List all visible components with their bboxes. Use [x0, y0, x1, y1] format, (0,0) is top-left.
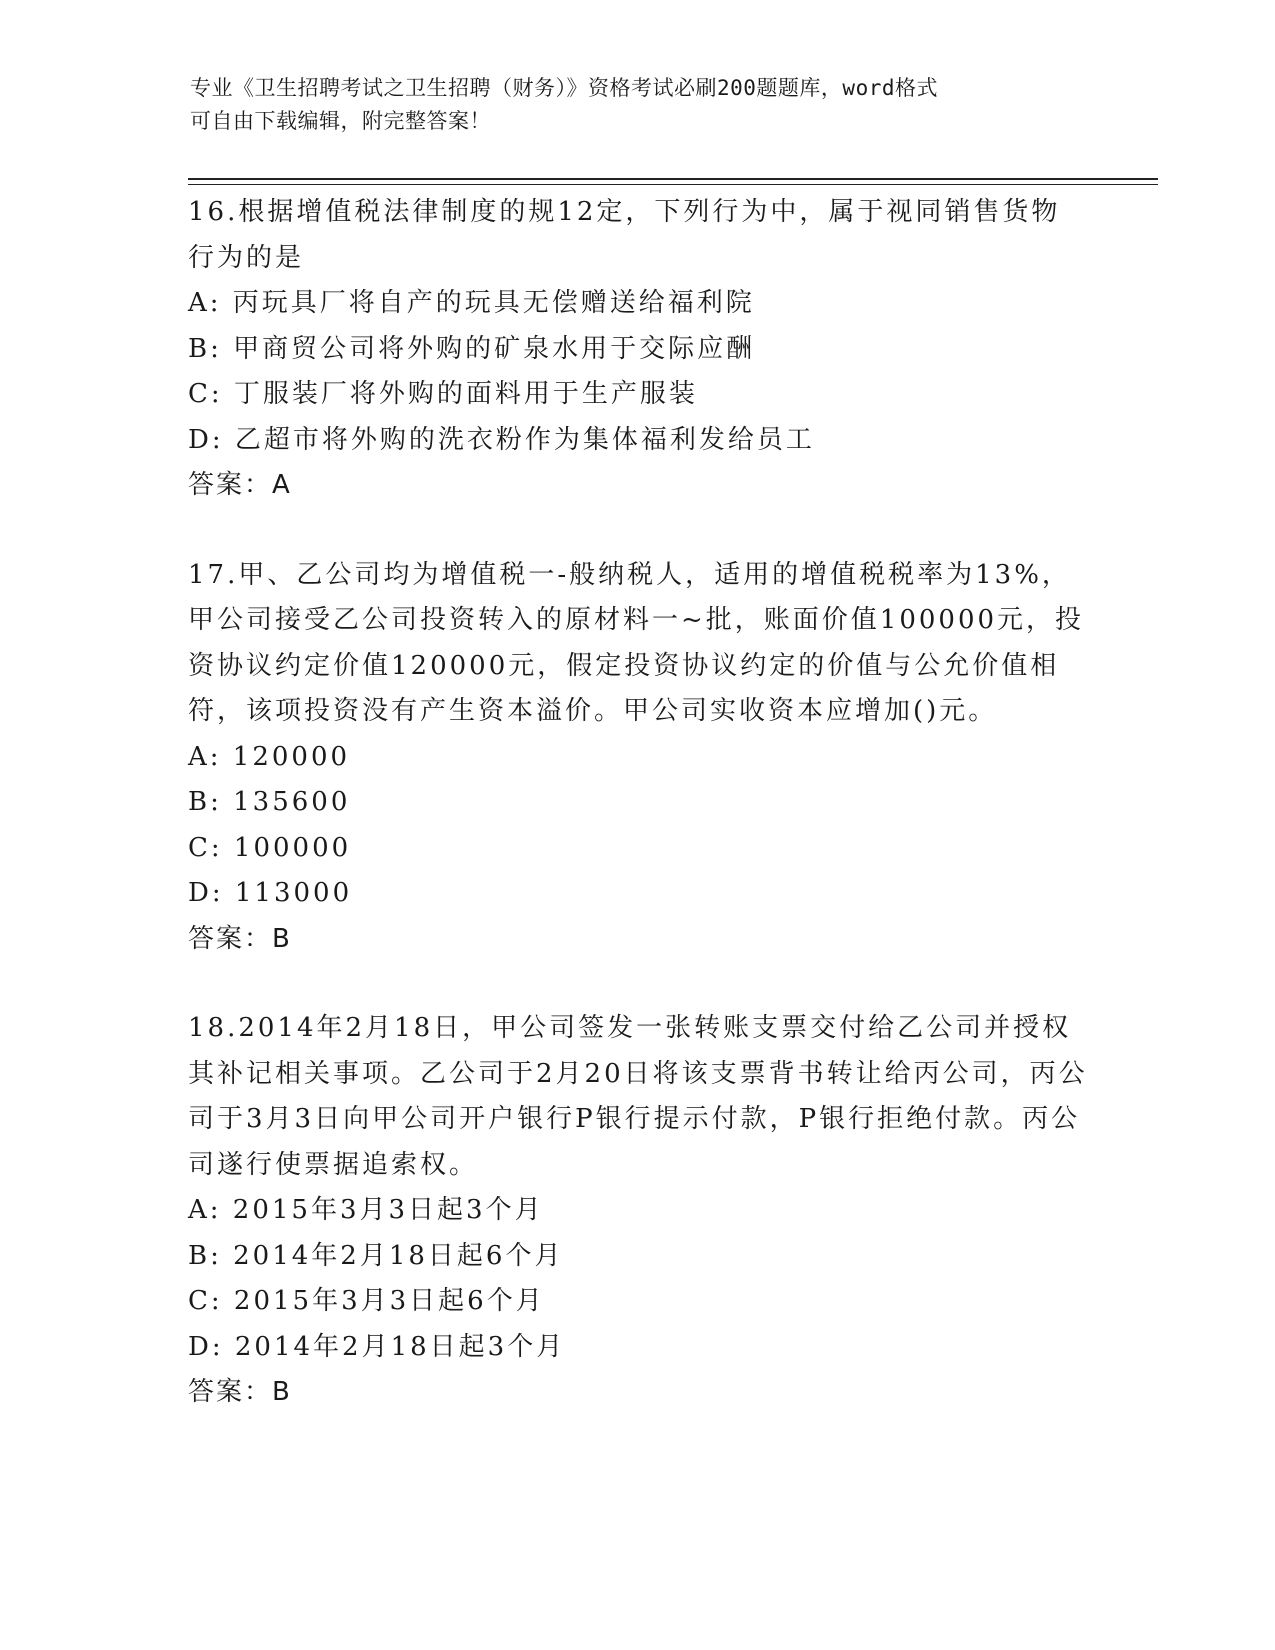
question-list — [188, 190, 1088, 1460]
question-text: 16.根据增值税法律制度的规12定，下列行为中，属于视同销售货物行为的是 — [188, 197, 1061, 273]
document-header — [190, 72, 1070, 138]
option-b: B: 135600 — [188, 787, 351, 817]
question-18 — [188, 1006, 1088, 1416]
option-c: C: 100000 — [188, 832, 352, 863]
question-17 — [188, 553, 1088, 963]
header-line-1: 专业《卫生招聘考试之卫生招聘（财务）》资格考试必刷200题题库，word格式 — [190, 76, 938, 100]
answer-label: 答案：A — [188, 470, 292, 500]
answer-label: 答案：B — [188, 1377, 292, 1407]
header-divider-thin — [188, 184, 1158, 185]
option-d: D: 乙超市将外购的洗衣粉作为集体福利发给员工 — [188, 424, 815, 455]
question-text: 17.甲、乙公司均为增值税一-般纳税人，适用的增值税税率为13%，甲公司接受乙公司投资转入的原材料一~批，账面价值100000元，投资协议约定价值120000元，假定投资协议约定的价值与公允价值相符，该项投资没有产生资本溢价。甲公司实收资本应增加()元。 — [188, 559, 1085, 726]
option-a: A: 2015年3月3日起3个月 — [188, 1195, 544, 1225]
option-a: A: 120000 — [188, 741, 351, 772]
option-c: C: 2015年3月3日起6个月 — [188, 1286, 545, 1316]
answer-label: 答案：B — [188, 923, 292, 954]
question-text: 18.2014年2月18日，甲公司签发一张转账支票交付给乙公司并授权其补记相关事项。乙公司于2月20日将该支票背书转让给丙公司，丙公司于3月3日向甲公司开户银行P银行提示付款，P银行拒绝付款。丙公司遂行使票据追索权。 — [188, 1013, 1088, 1180]
option-a: A: 丙玩具厂将自产的玩具无偿赠送给福利院 — [188, 288, 755, 318]
option-b: B: 2014年2月18日起6个月 — [188, 1240, 564, 1271]
option-b: B: 甲商贸公司将外购的矿泉水用于交际应酬 — [188, 333, 756, 364]
option-d: D: 2014年2月18日起3个月 — [188, 1331, 566, 1362]
option-d: D: 113000 — [188, 878, 353, 908]
header-line-2: 可自由下载编辑，附完整答案！ — [190, 109, 491, 133]
header-divider-thick — [188, 178, 1158, 180]
question-16 — [188, 190, 1088, 509]
option-c: C: 丁服装厂将外购的面料用于生产服装 — [188, 379, 698, 409]
